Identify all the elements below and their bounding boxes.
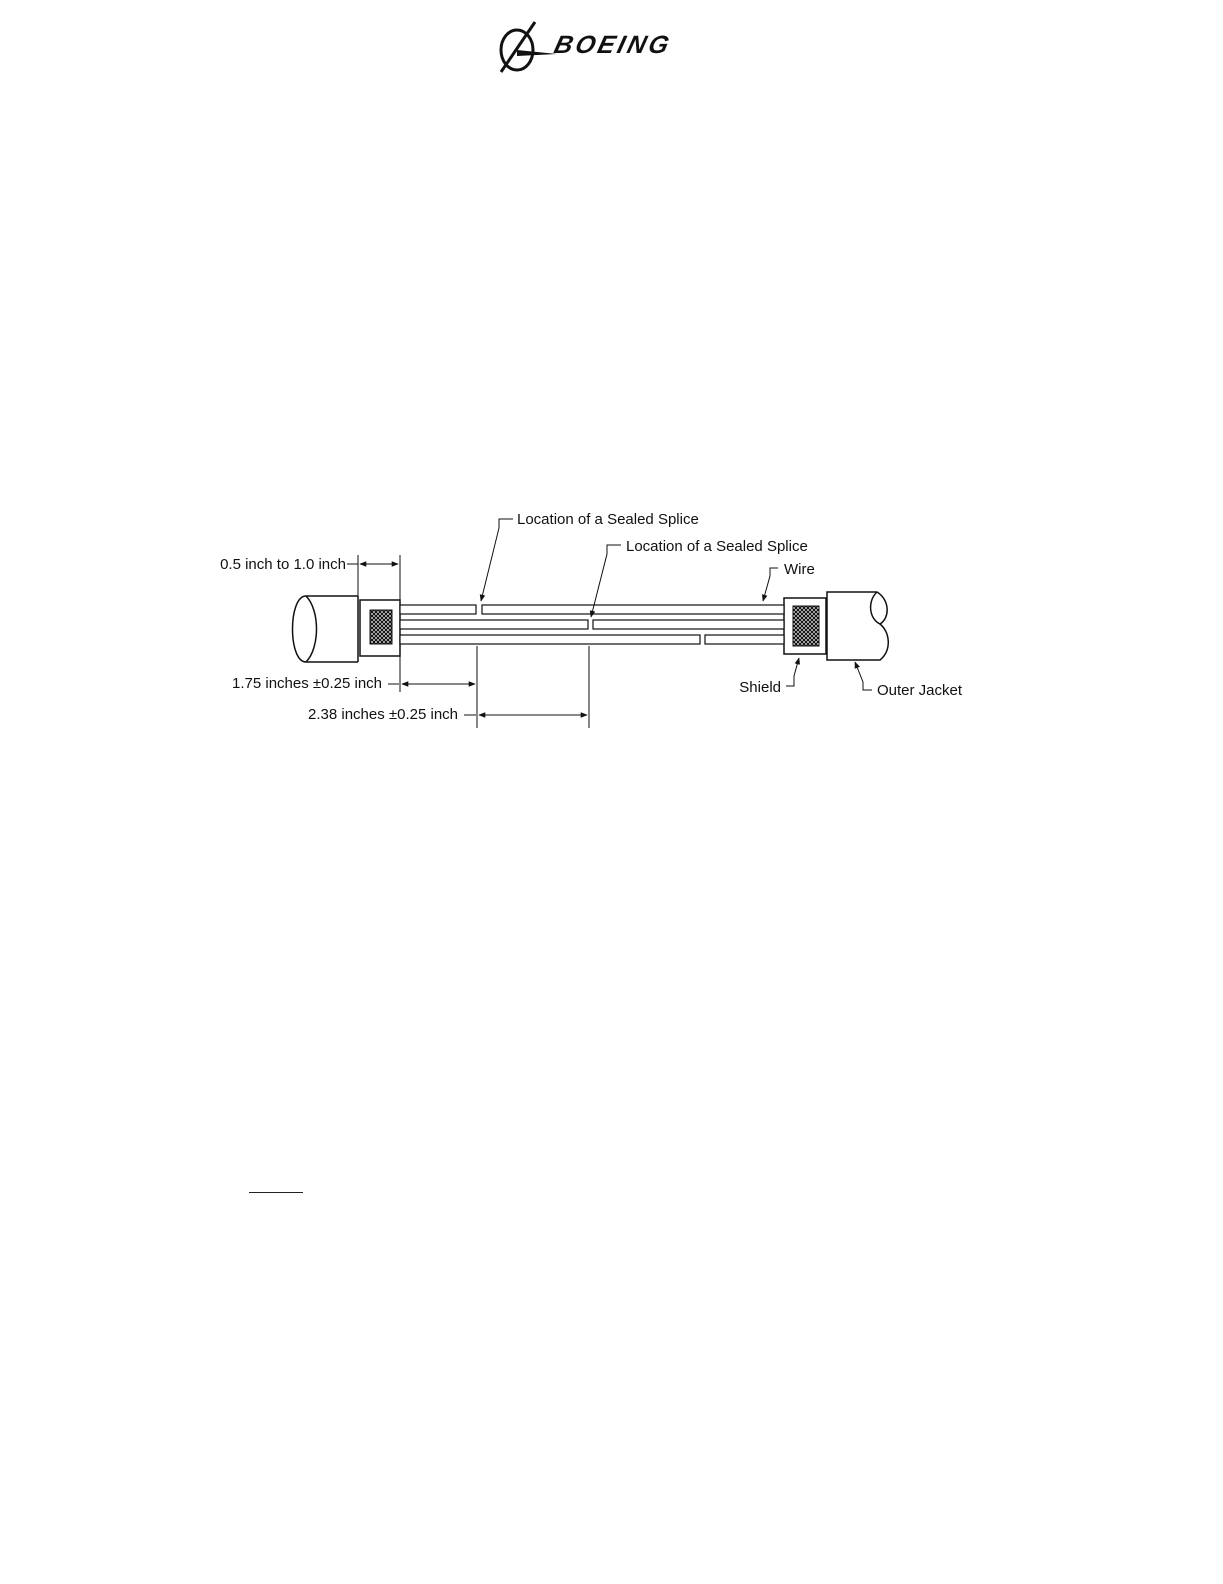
wire-bundle xyxy=(400,605,784,644)
label-dimension-1: 1.75 inches ±0.25 inch xyxy=(232,675,382,692)
sealed-splice-diagram xyxy=(200,500,1000,740)
label-outer-jacket: Outer Jacket xyxy=(877,682,963,699)
boeing-wordmark: BOEING xyxy=(551,31,675,59)
right-shield xyxy=(784,598,826,654)
wire-bottom xyxy=(400,635,784,644)
boeing-logo xyxy=(495,20,735,78)
label-shield: Shield xyxy=(739,679,781,696)
label-sealed-splice-1: Location of a Sealed Splice xyxy=(517,511,699,528)
left-shield xyxy=(360,600,400,656)
footnote-rule xyxy=(249,1192,303,1193)
label-strip-length: 0.5 inch to 1.0 inch xyxy=(220,556,346,573)
right-outer-jacket xyxy=(827,592,888,660)
boeing-symbol-icon xyxy=(501,22,557,72)
wire-middle xyxy=(400,620,784,629)
label-wire: Wire xyxy=(784,561,815,578)
left-outer-jacket xyxy=(293,596,359,662)
label-dimension-2: 2.38 inches ±0.25 inch xyxy=(308,706,458,723)
label-sealed-splice-2: Location of a Sealed Splice xyxy=(626,538,808,555)
